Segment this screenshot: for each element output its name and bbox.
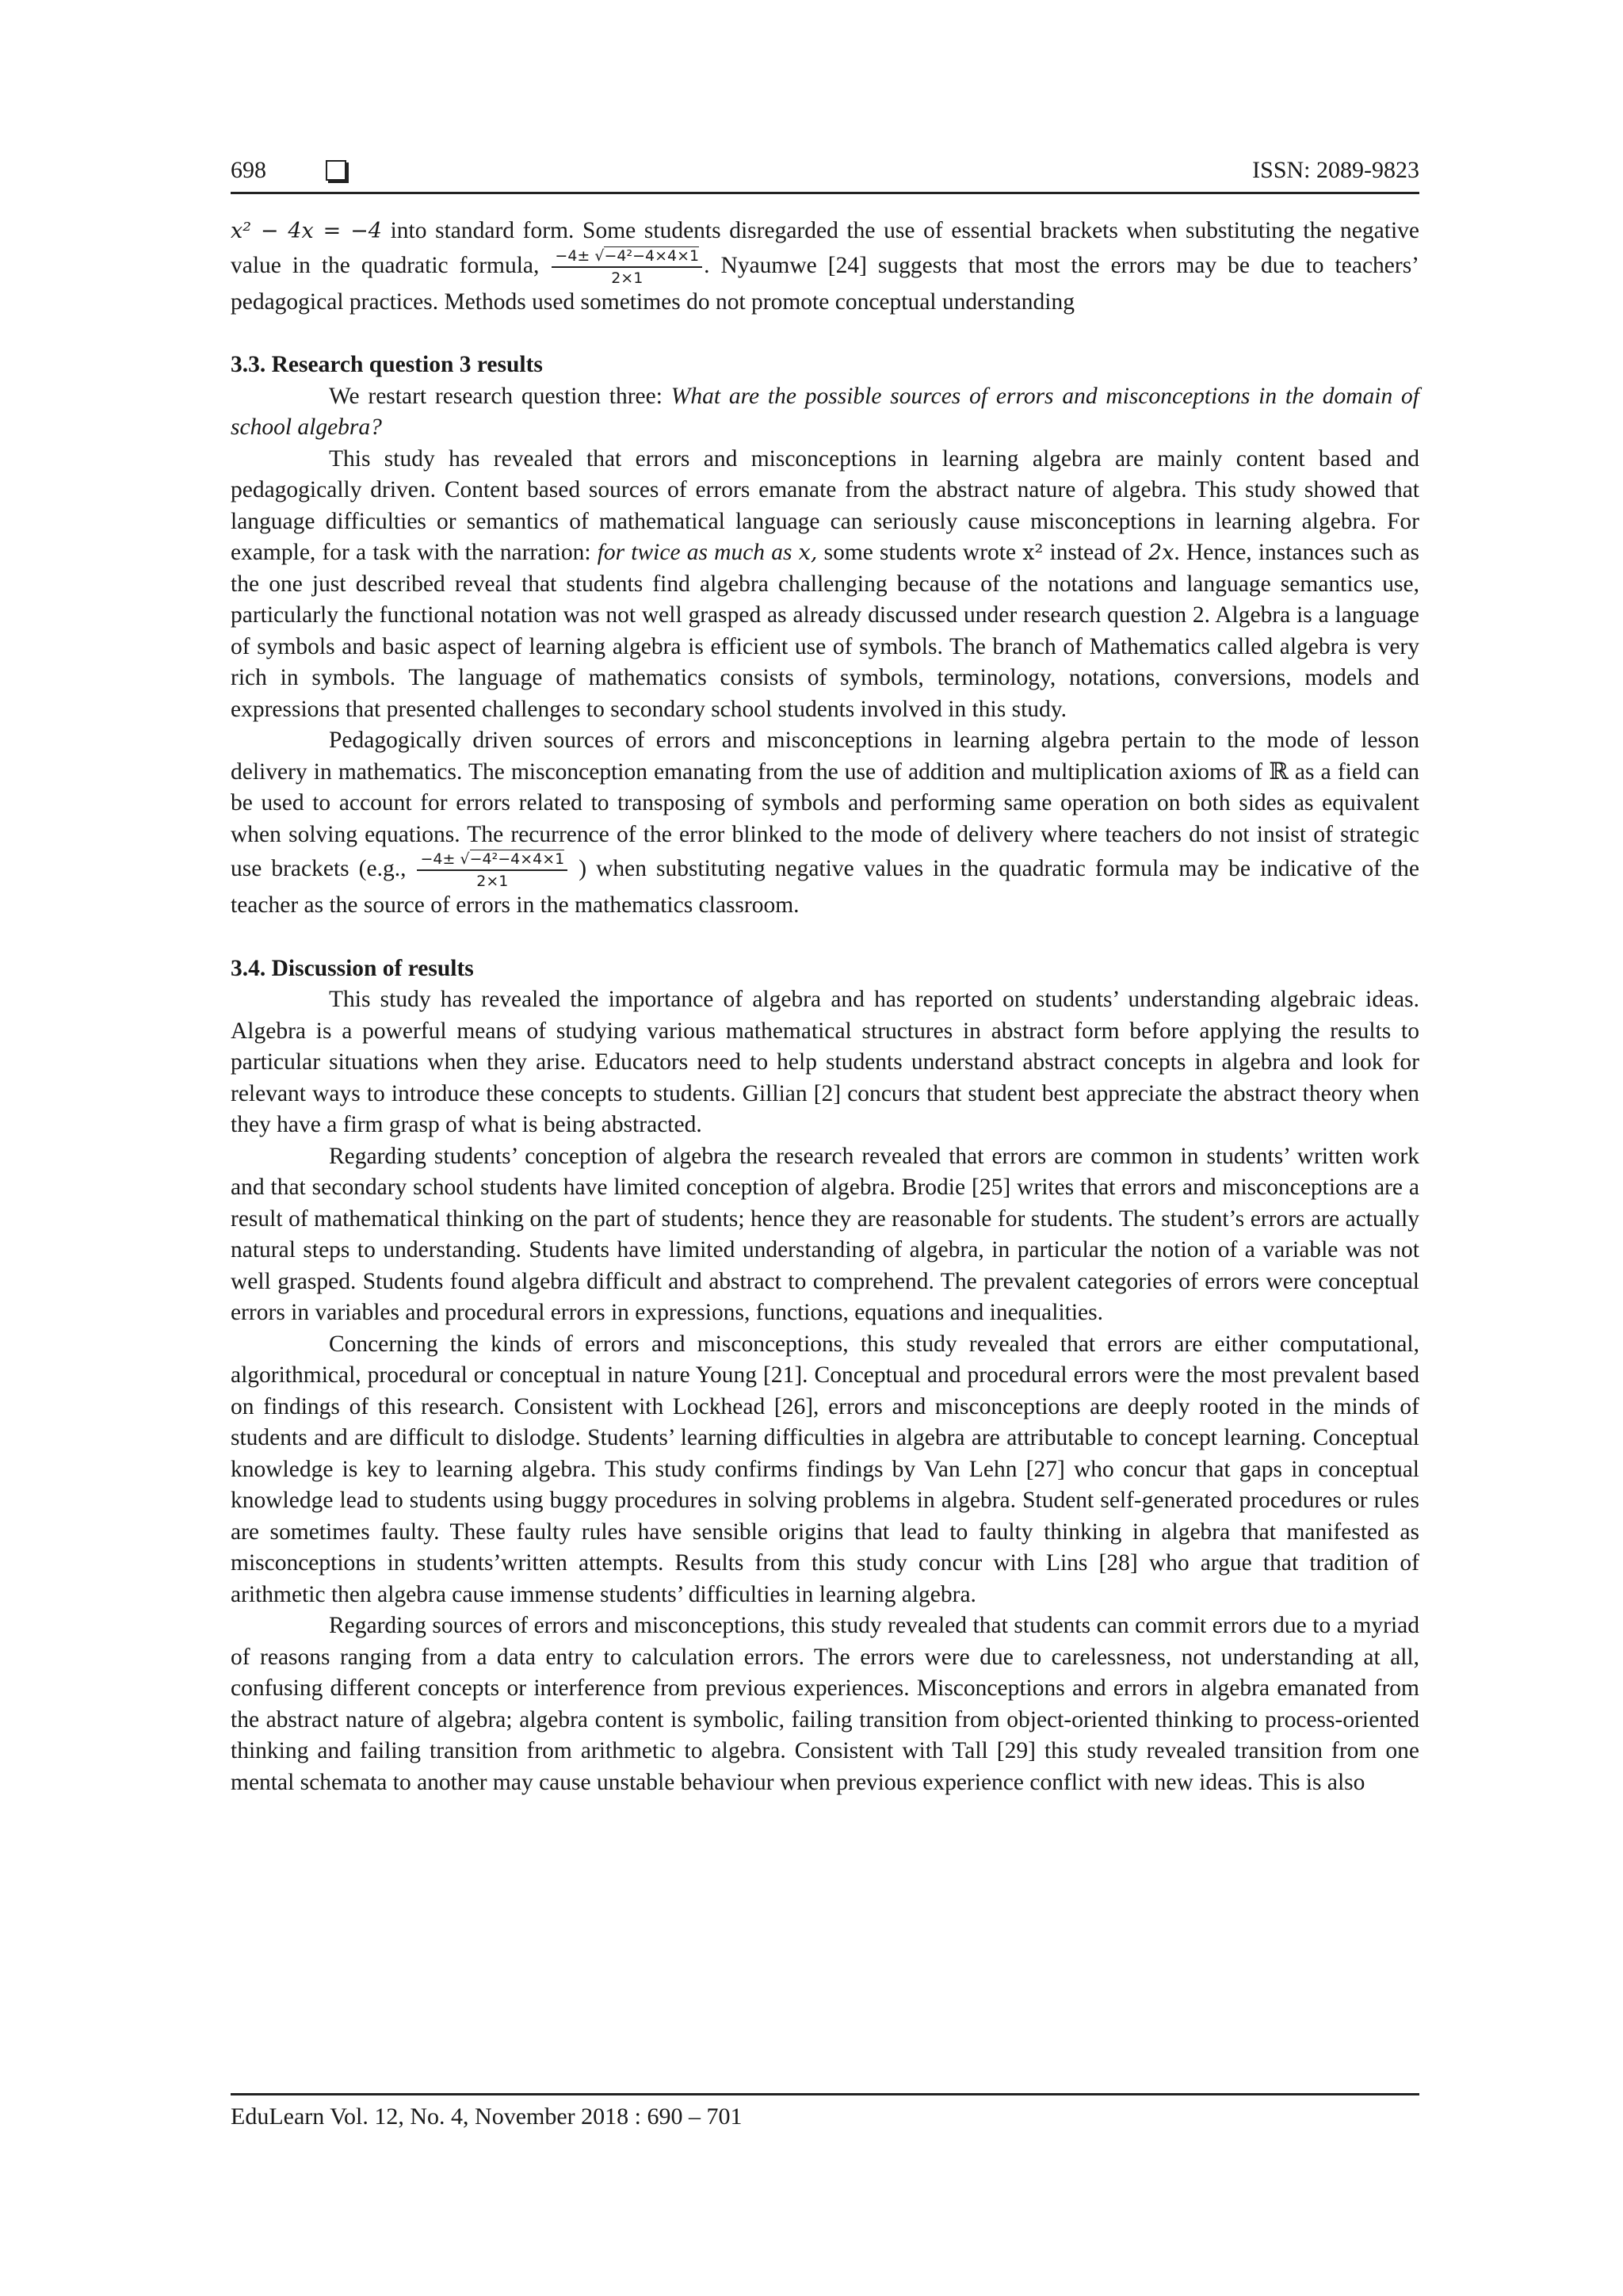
page-header — [231, 157, 1419, 194]
intro-paragraph: x² − 4x = −4 into standard form. Some students disregarded the use of essential brackets when substituting the negative value in the quadratic formula, $\frac{\text{−4± √−4²−4×4×1}}{2\times 1}$ . Nyaumwe [24] suggests that most the errors may be due to teachers’ pedagogical practices. Methods used sometimes do not promote conceptual understanding — [231, 218, 1420, 315]
s33-paragraph-3: Pedagogically driven sources of errors and misconceptions in learning algebra pertain to the mode of lesson delivery in mathematics. The misconception emanating from the use of addition and multiplication axioms of ℝ as a field can be used to account for errors related to transposing of symbols and performing same operation on both sides as equivalent when solving equations. The recurrence of the error blinked to the mode of delivery where teachers do not insist of strategic use brackets (e.g., $\frac{\text{−4± √−4²−4×4×1}}{2\times 1}$ ) when substituting negative values in the quadratic formula may be indicative of the teacher as the source of errors in the mathematics classroom. — [231, 728, 1419, 918]
section-heading-3-4: 3.4. Discussion of results — [231, 955, 474, 981]
issn: ISSN: 2089-9823 — [1252, 157, 1419, 183]
quadratic-formula-example: $\frac{\text{−4± √−4²−4×4×1}}{2\times 1}$ — [417, 850, 567, 890]
s34-paragraph-1: This study has revealed the importance of algebra and has reported on students’ understanding algebraic ideas. Algebra is a powerful means of studying various mathematical structures in abstract form before applying the results to particular situations when they arise. Educators need to help students understand abstract concepts in algebra and look for relevant ways to introduce these concepts to students. Gillian [2] concurs that student best appreciate the abstract theory when they have a firm grasp of what is being abstracted. — [231, 987, 1419, 1137]
s34-paragraph-4: Regarding sources of errors and misconceptions, this study revealed that students can commit errors due to a myriad of reasons ranging from a data entry to calculation errors. The errors were due to carelessness, not understanding at all, confusing different concepts or interference from previous experiences. Misconceptions and errors in algebra emanated from the abstract nature of algebra; algebra content is symbolic, failing transition from object-oriented thinking to process-oriented thinking and failing transition from arithmetic to algebra. Consistent with Tall [29] this study revealed transition from one mental schemata to another may cause unstable behaviour when previous experience conflict with new ideas. This is also — [231, 1613, 1419, 1795]
footer-citation: EduLearn Vol. 12, No. 4, November 2018 : 690 – 701 — [231, 2103, 743, 2130]
page-footer — [231, 2093, 1419, 2130]
page-body — [231, 216, 1419, 1798]
s33-paragraph-2: This study has revealed that errors and misconceptions in learning algebra are mainly content based and pedagogically driven. Content based sources of errors emanate from the abstract nature of algebra. This study showed that language difficulties or semantics of mathematical language can seriously cause misconceptions in learning algebra. For example, for a task with the narration: for twice as much as x, some students wrote x² instead of 2x. Hence, instances such as the one just described reveal that students find algebra challenging because of the notations and language semantics use, particularly the functional notation was not well grasped as already discussed under research question 2. Algebra is a language of symbols and basic aspect of learning algebra is efficient use of symbols. The branch of Mathematics called algebra is very rich in symbols. The language of mathematics consists of symbols, terminology, notations, conversions, models and expressions that presented challenges to secondary school students involved in this study. — [231, 445, 1419, 722]
equation-standard-form: x² − 4x = −4 — [231, 219, 382, 243]
s33-paragraph-1: We restart research question three: What are the possible sources of errors and misconceptions in the domain of school algebra? — [231, 383, 1420, 440]
quadratic-formula-fraction: $\frac{\text{−4± √−4²−4×4×1}}{2\times 1}$ — [552, 247, 702, 287]
s34-paragraph-2: Regarding students’ conception of algebra the research revealed that errors are common in students’ written work and that secondary school students have limited conception of algebra. Brodie [25] writes that errors and misconceptions are a result of mathematical thinking on the part of students; hence they are reasonable for students. The student’s errors are actually natural steps to understanding. Students have limited understanding of algebra, in particular the notion of a variable was not well grasped. Students found algebra difficult and abstract to comprehend. The prevalent categories of errors were conceptual errors in variables and procedural errors in expressions, functions, equations and inequalities. — [231, 1143, 1419, 1325]
section-heading-3-3: 3.3. Research question 3 results — [231, 352, 543, 377]
s34-paragraph-3: Concerning the kinds of errors and misconceptions, this study revealed that errors are either computational, algorithmical, procedural or conceptual in nature Young [21]. Conceptual and procedural errors were the most prevalent based on findings of this research. Consistent with Lockhead [26], errors and misconceptions are deeply rooted in the minds of students and are difficult to dislodge. Students’ learning difficulties in algebra are attributable to concept learning. Conceptual knowledge is key to learning algebra. This study confirms findings by Van Lehn [27] who concur that gaps in conceptual knowledge lead to students using buggy procedures in solving problems in algebra. Student self-generated procedures or rules are sometimes faulty. These faulty rules have sensible origins that lead to faulty thinking in algebra that manifested as misconceptions in students’written attempts. Results from this study concur with Lins [28] who argue that tradition of arithmetic then algebra cause immense students’ difficulties in learning algebra. — [231, 1331, 1419, 1607]
checkbox-square-icon — [326, 160, 346, 181]
page-number: 698 — [231, 157, 266, 183]
